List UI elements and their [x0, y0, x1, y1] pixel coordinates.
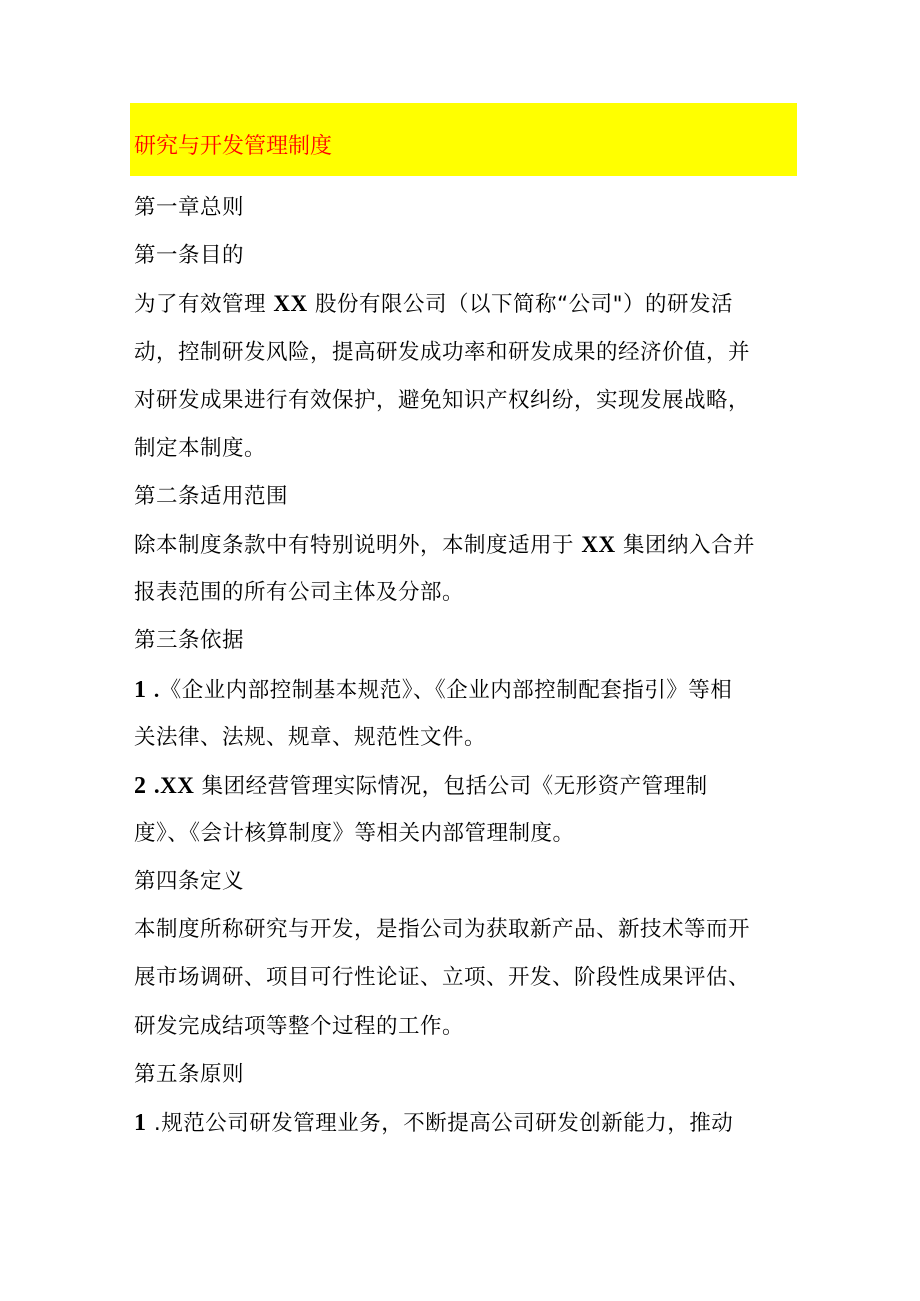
text-segment: 研发完成结项等整个过程的工作。 [134, 1014, 465, 1039]
paragraph-line [134, 289, 733, 320]
paragraph-line [134, 723, 486, 753]
list-number: 1 [134, 1110, 147, 1136]
company-placeholder: XX [273, 291, 308, 316]
paragraph-line [134, 386, 750, 416]
list-separator: . [153, 678, 160, 702]
article-heading-text: 第五条原则 [134, 1062, 245, 1087]
text-segment: 制定本制度。 [134, 436, 267, 461]
article-heading-text: 第二条适用范围 [134, 484, 289, 509]
list-separator-placeholder: .XX [153, 773, 195, 798]
text-segment: 展市场调研、项目可行性论证、立项、开发、阶段性成果评估、 [134, 965, 751, 990]
chapter-heading [134, 193, 244, 223]
title-highlight-bar [130, 103, 797, 176]
text-segment: 为了有效管理 [134, 292, 267, 317]
paragraph-line [134, 963, 750, 993]
paragraph-line [134, 530, 755, 561]
paragraph-line [134, 915, 750, 945]
article-heading-text: 第三条依据 [134, 628, 245, 653]
text-segment: 报表范围的所有公司主体及分部。 [134, 580, 465, 605]
text-segment: 股份有限公司（以下简称“公司"）的研发活 [314, 292, 733, 317]
document-title: 研究与开发管理制度 [134, 134, 333, 159]
article-heading-text: 第一条目的 [134, 243, 245, 268]
text-segment: 集团纳入合并 [622, 533, 755, 558]
text-segment: 除本制度条款中有特别说明外，本制度适用于 [134, 533, 575, 558]
article-heading [134, 626, 244, 656]
article-heading-text: 第四条定义 [134, 869, 245, 894]
text-segment: 关法律、法规、规章、规范性文件。 [134, 725, 487, 750]
list-number: 1 [134, 677, 147, 703]
text-segment: 集团经营管理实际情况，包括公司《无形资产管理制 [201, 774, 708, 799]
list-item-line [134, 1108, 733, 1139]
text-segment: 动，控制研发风险，提高研发成功率和研发成果的经济价值，并 [134, 340, 751, 365]
company-placeholder: XX [581, 532, 616, 557]
list-item-line [134, 771, 708, 802]
article-heading [134, 482, 288, 512]
text-segment: 度》、《会计核算制度》等相关内部管理制度。 [134, 821, 575, 846]
text-segment: 对研发成果进行有效保护，避免知识产权纠纷，实现发展战略， [134, 388, 751, 413]
paragraph-line [134, 578, 464, 608]
paragraph-line [134, 434, 266, 464]
article-heading [134, 241, 244, 271]
list-separator: . [153, 1111, 162, 1136]
paragraph-line [134, 338, 750, 368]
paragraph-line [134, 819, 575, 849]
article-heading [134, 867, 244, 897]
paragraph-line [134, 1012, 464, 1042]
list-number: 2 [134, 773, 147, 799]
chapter-heading-text: 第一章总则 [134, 195, 245, 220]
text-segment: 本制度所称研究与开发，是指公司为获取新产品、新技术等而开 [134, 917, 751, 942]
article-heading [134, 1060, 244, 1090]
text-segment: 规范公司研发管理业务，不断提高公司研发创新能力，推动 [161, 1111, 734, 1136]
text-segment: 《企业内部控制基本规范》、《企业内部控制配套指引》等相 [159, 678, 733, 703]
list-item-line [134, 675, 732, 706]
